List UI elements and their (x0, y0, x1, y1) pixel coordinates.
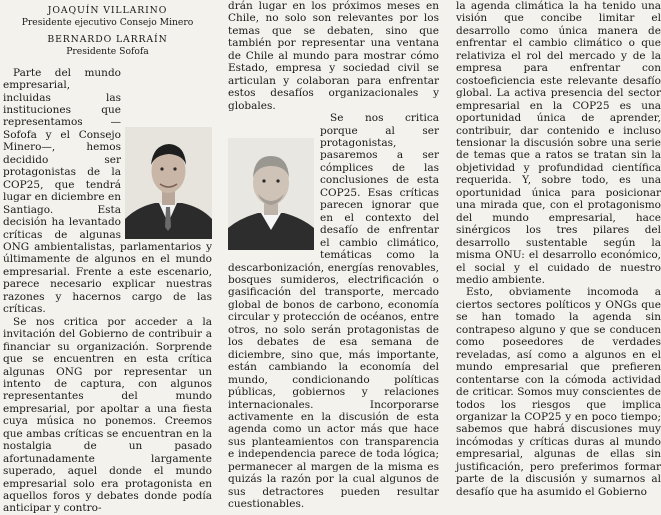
author-1-role: Presidente ejecutivo Consejo Minero (21, 17, 194, 29)
author-2-role: Presidente Sofofa (66, 46, 149, 58)
col1-paragraph-1: Parte del mundo empresarial, incluidas las instituciones que representamos —Sofofa y el Consejo Minero—, hemos decidido ser protagonistas de la COP25, que tendrá lugar en diciembre en Santiago. Esta decisión ha levantado críticas de algunas ONG ambientalistas, parlamentarios y últimamente de algunos en el mundo empresarial. Frente a este escenario, parece necesario explicar nuestras razones y hacernos cargo de las críticas. (3, 66, 212, 316)
column-3 (456, 0, 661, 498)
column-1 (3, 0, 212, 515)
col1-paragraph-2: Se nos critica por acceder a la invitación del Gobierno de contribuir a financiar su organización. Sorprende que se encuentren en esta crítica algunas ONG por representar un intento de captura, con algunos representantes del mundo empresarial, por apoltar a una fiesta cuya música no ponemos. Creemos que ambas críticas se encuentran en la nostalgia de un pasado afortunadamente largamente superado, aquel donde el mundo empresarial solo era protagonista en aquellos foros y debates donde podía anticipar y contro- (3, 315, 212, 515)
col2-paragraph-2: Se nos critica porque al ser protagonistas, pasaremos a ser cómplices de las conclusiones de esta COP25. Esas críticas parecen ignorar que en el contexto del desafío de enfrentar el cambio climático, temáticas como la descarbonización, energías renovables, bosques sumideros, electrificación o gasificación del transporte, mercado global de bonos de carbono, economía circular y protección de océanos, entre otros, no solo serán protagonistas de los debates de esa semana de diciembre, sino que, más importante, están cambiando la economía del mundo, condicionando políticas públicas, gobiernos y relaciones internacionales. Incorporarse activamente en la discusión de esta agenda como un actor más que hace sus planteamientos con transparencia e independencia parece de toda lógica; permanecer al margen de la misma es quizás la razón por la cual algunos de sus detractores pueden resultar cuestionables. (228, 112, 439, 511)
author-2-name: BERNARDO LARRAÍN (47, 33, 168, 45)
col3-paragraph-2: Esto, obviamente incomoda a ciertos sectores políticos y ONGs que se han tomado la agenda sin contrapeso alguno y que se conducen como poseedores de verdades reveladas, así como a algunos en el mundo empresarial que prefieren contentarse con la cómoda actividad de criticar. Somos muy conscientes de todos los riesgos que implica organizar la COP25 y en poco tiempo; sabemos que habrá discusiones muy incómodas y críticas duras al mundo empresarial, algunas de ellas sin justificación, pero preferimos formar parte de la discusión y sumarnos al desafío que ha asumido el Gobierno (456, 286, 661, 498)
col3-paragraph-1: la agenda climática la ha tenido una visión que concibe limitar el desarrollo como única manera de enfrentar el cambio climático o que relativiza el rol del mercado y de la empresa para enfrentar con costoeficiencia este relevante desafío global. La activa presencia del sector empresarial en la COP25 es una oportunidad única de aprender, contribuir, dar contenido e incluso tensionar la discusión sobre una serie de temas que a ratos se tratan sin la objetividad y profundidad científica requerida. Y, sobre todo, es una oportunidad única para posicionar una mirada que, con el protagonismo del mundo empresarial, hace sinérgicos los tres pilares del desarrollo sustentable según la misma ONU: el desarrollo económico, el social y el cuidado de nuestro medio ambiente. (456, 0, 661, 286)
portrait-icon (228, 138, 314, 250)
portrait-photo-larrain (228, 138, 314, 250)
signature-block (3, 0, 212, 59)
author-1-name: JOAQUÍN VILLARINO (47, 5, 168, 16)
portrait-photo-villarino (125, 127, 212, 239)
portrait-icon (125, 127, 212, 239)
col2-paragraph-1: drán lugar en los próximos meses en Chile, no solo son relevantes por los temas que se debaten, sino que también por representar una ventana de Chile al mundo para mostrar cómo Estado, empresa y sociedad civil se articulan y colaboran para enfrentar estos desafíos organizacionales y globales. (228, 0, 439, 112)
column-2 (228, 0, 439, 511)
